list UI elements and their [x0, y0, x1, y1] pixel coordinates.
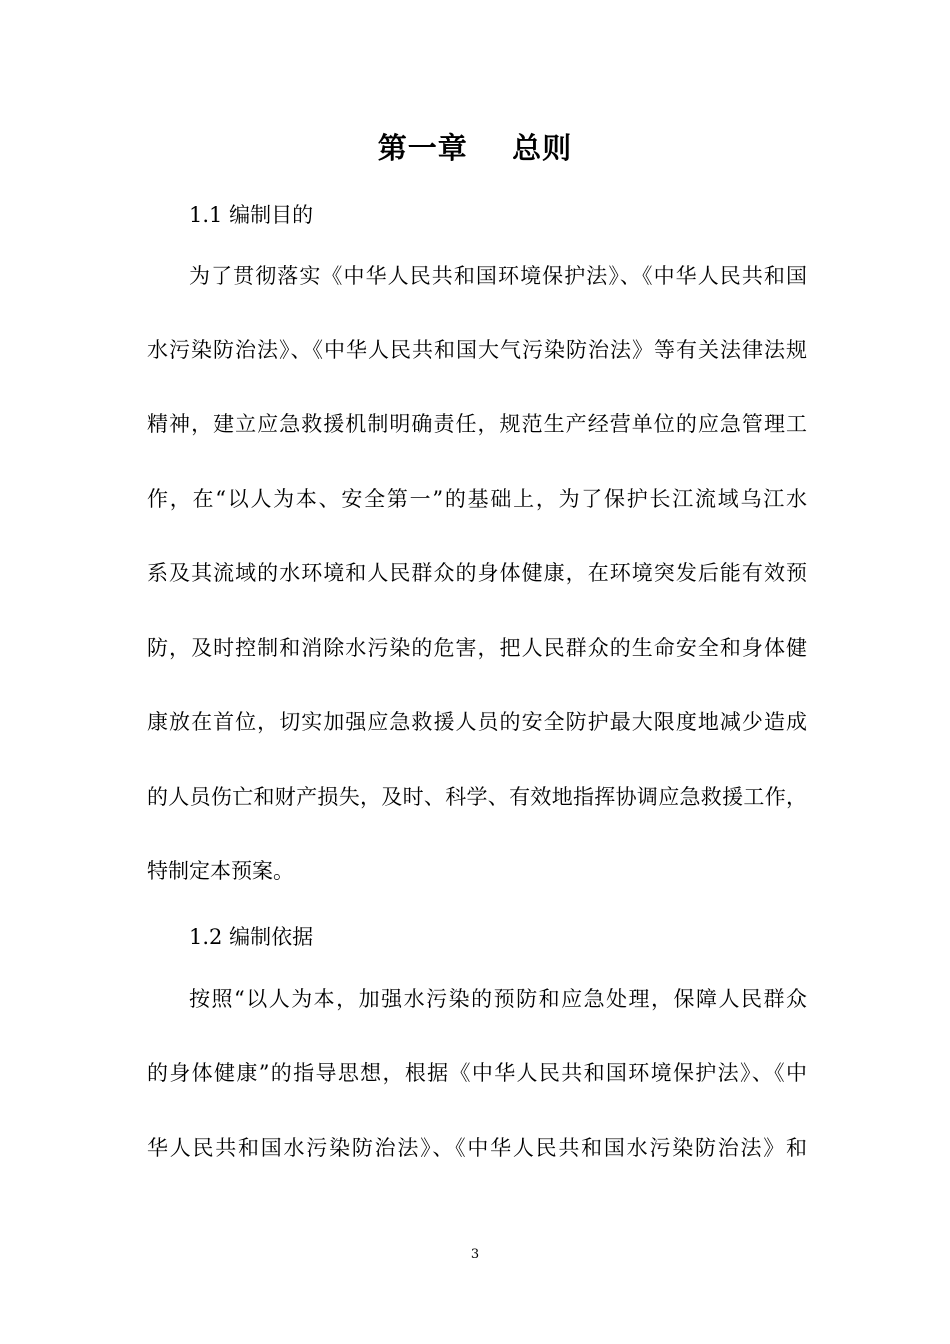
page-number: 3 [470, 1247, 480, 1262]
chapter-title: 第一章 总则 [377, 131, 573, 165]
paragraph-line: 按照“以人为本，加强水污染的预防和应急处理，保障人民群众 [189, 987, 807, 1011]
paragraph-line: 华人民共和国水污染防治法》、《中华人民共和国水污染防治法》和 [147, 1136, 807, 1160]
paragraph-line: 的身体健康”的指导思想，根据《中华人民共和国环境保护法》、《中 [147, 1061, 807, 1085]
section-heading-1-1: 1.1 编制目的 [189, 203, 314, 227]
paragraph-line: 水污染防治法》、《中华人民共和国大气污染防治法》等有关法律法规 [147, 338, 807, 362]
paragraph-line: 系及其流域的水环境和人民群众的身体健康，在环境突发后能有效预 [147, 561, 807, 585]
section-heading-1-2: 1.2 编制依据 [189, 925, 314, 949]
paragraph-line: 特制定本预案。 [147, 859, 294, 883]
paragraph-line: 精神，建立应急救援机制明确责任，规范生产经营单位的应急管理工 [147, 412, 807, 436]
paragraph-line: 的人员伤亡和财产损失，及时、科学、有效地指挥协调应急救援工作， [147, 785, 807, 809]
paragraph-line: 为了贯彻落实《中华人民共和国环境保护法》、《中华人民共和国 [189, 264, 807, 288]
paragraph-line: 康放在首位，切实加强应急救援人员的安全防护最大限度地减少造成 [147, 710, 807, 734]
paragraph-line: 作，在“以人为本、安全第一”的基础上，为了保护长江流域乌江水 [147, 487, 807, 511]
paragraph-line: 防，及时控制和消除水污染的危害，把人民群众的生命安全和身体健 [147, 636, 807, 660]
